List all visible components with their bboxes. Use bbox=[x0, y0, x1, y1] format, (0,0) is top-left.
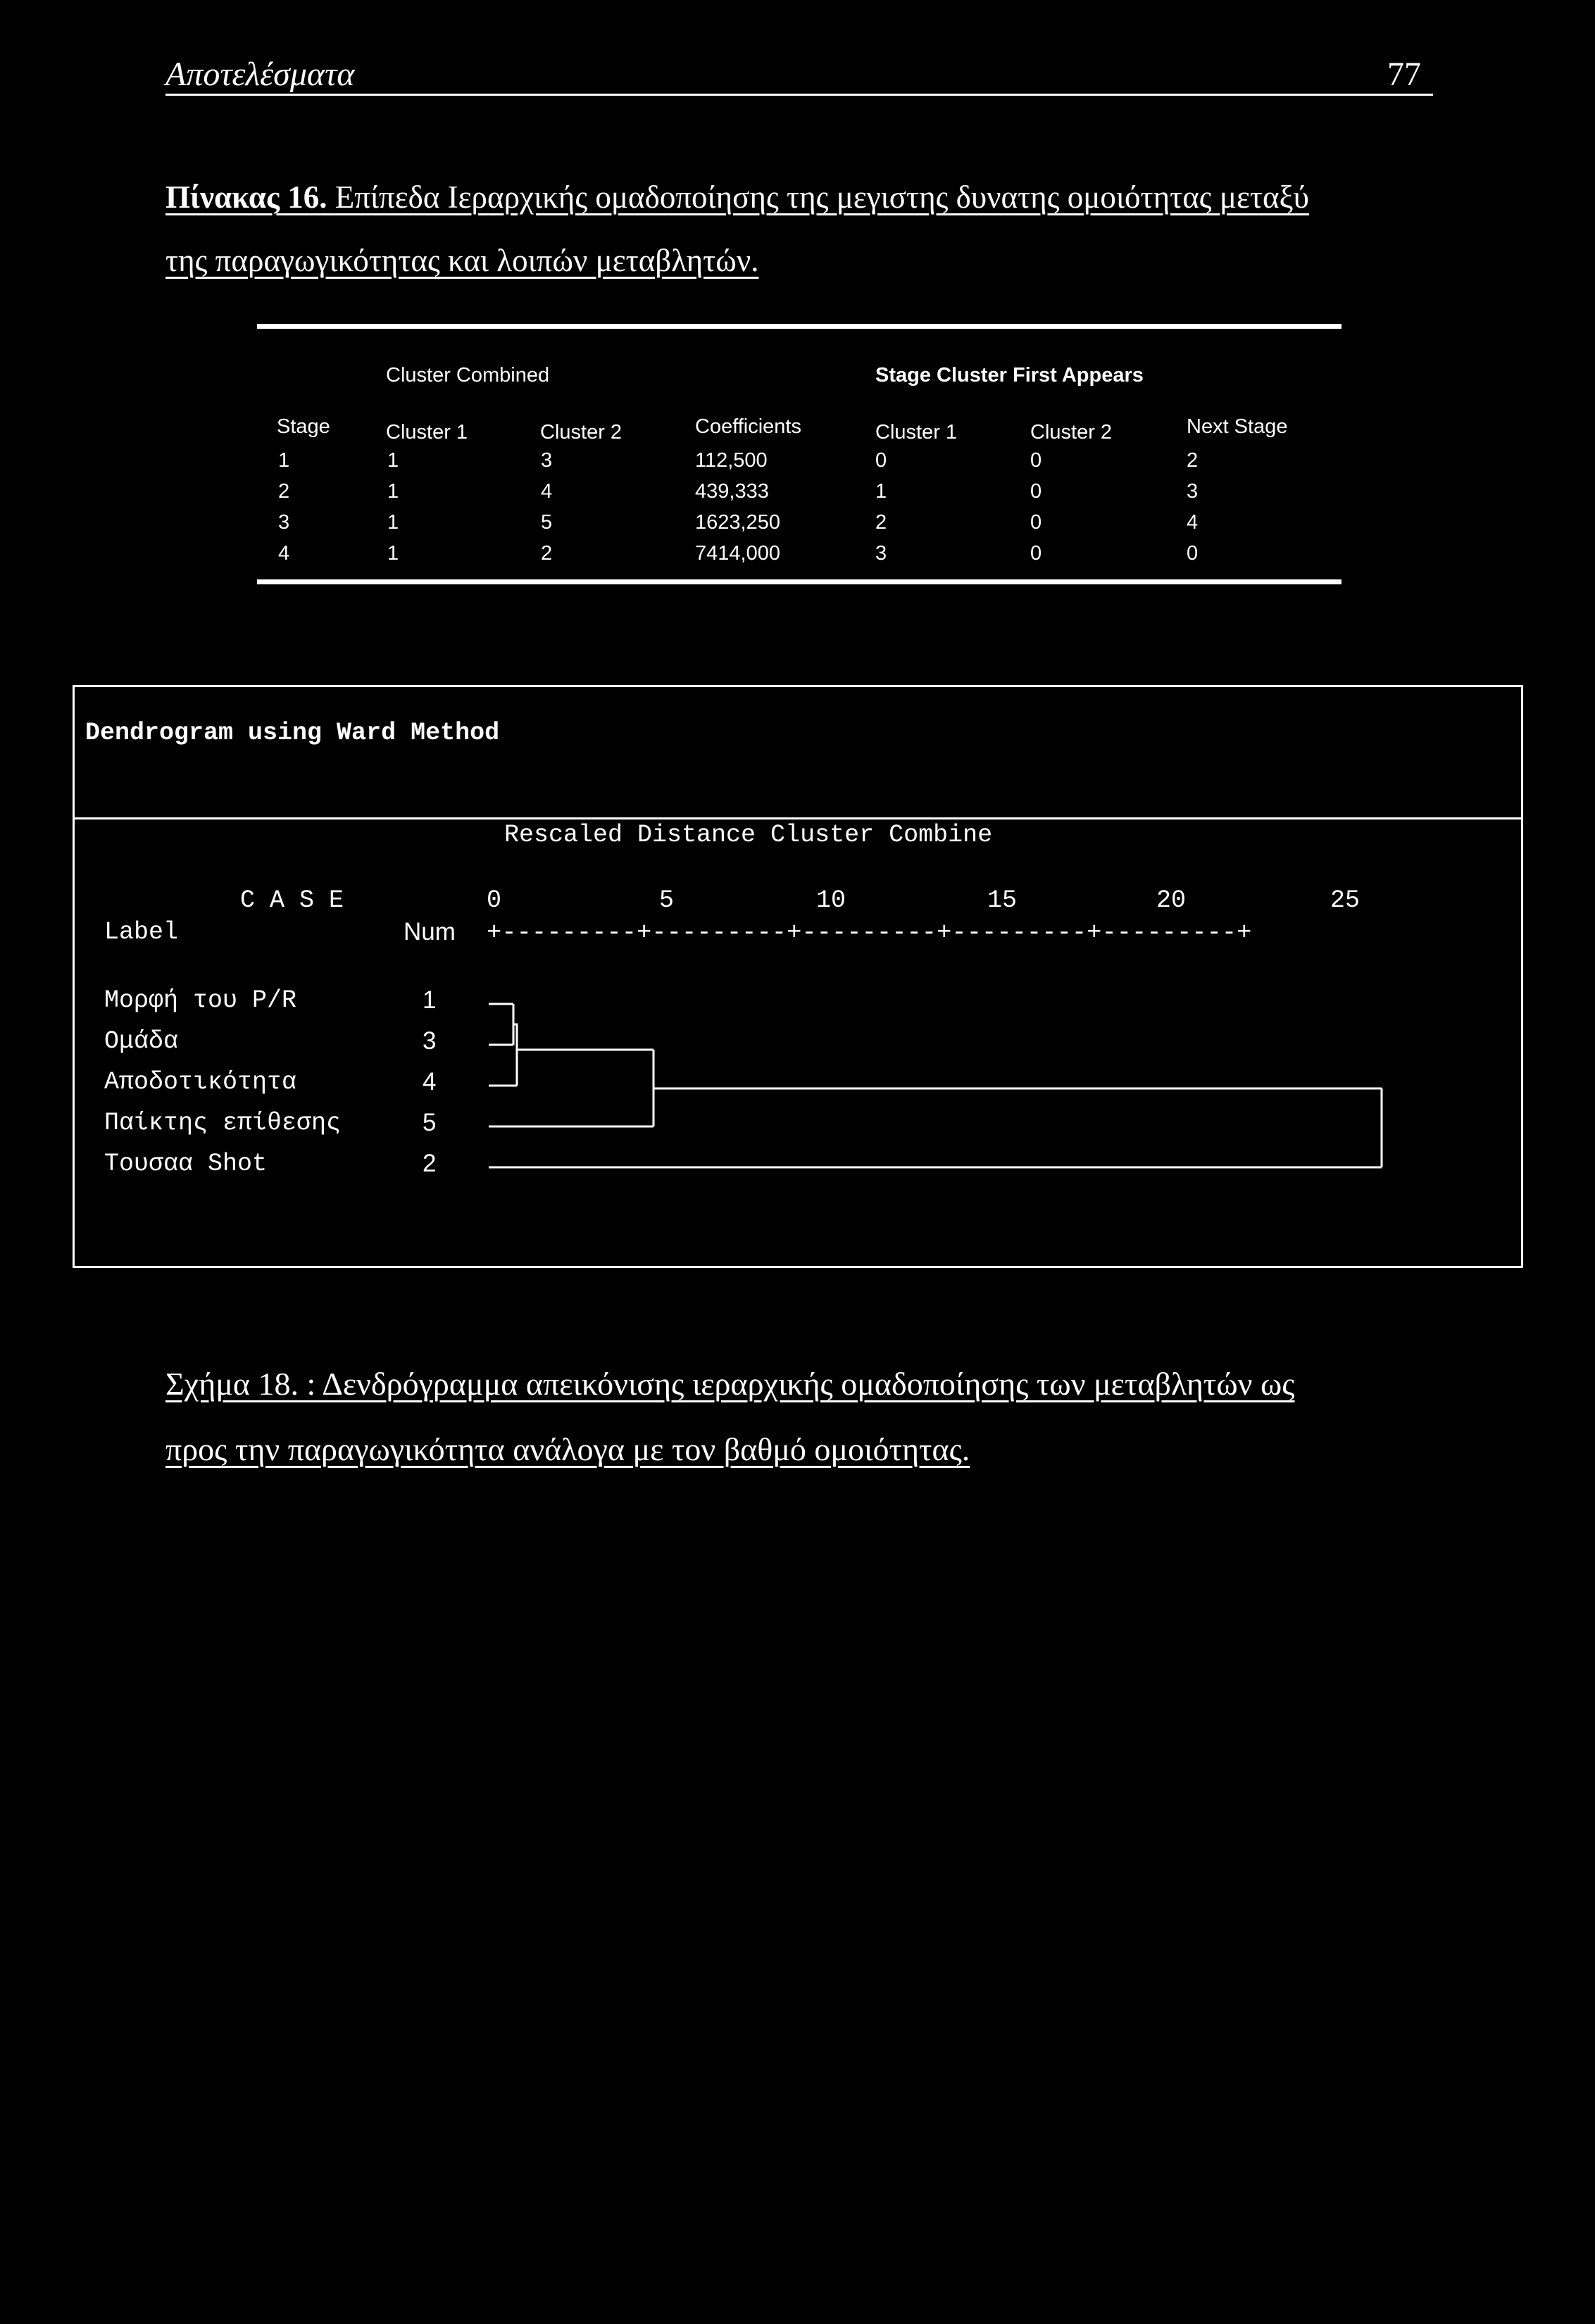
col-header-cluster2: Cluster 2 bbox=[540, 421, 623, 444]
dendrogram-title: Dendrogram using Ward Method bbox=[85, 719, 500, 747]
table-cell: 1 bbox=[387, 480, 399, 503]
table-cell: 0 bbox=[1030, 511, 1042, 534]
table-cell: 0 bbox=[1030, 480, 1042, 503]
page-number: 77 bbox=[1387, 56, 1421, 93]
case-header: C A S E bbox=[240, 886, 344, 915]
table-cell: 1 bbox=[387, 542, 399, 565]
dendrogram-tree bbox=[75, 687, 1521, 1266]
col-header-next-stage: Next Stage bbox=[1187, 415, 1288, 438]
table-cell: 2 bbox=[541, 542, 553, 565]
figure-caption-label: Σχήμα 18. bbox=[165, 1366, 299, 1402]
col-header-first-cluster1: Cluster 1 bbox=[875, 421, 958, 444]
table-cell: 439,333 bbox=[695, 480, 769, 503]
table-caption-label: Πίνακας 16. bbox=[165, 180, 327, 215]
table-top-rule bbox=[257, 324, 1341, 329]
tick-label: 15 bbox=[987, 886, 1018, 915]
table-cell: 3 bbox=[1187, 480, 1199, 503]
table-cell: 0 bbox=[1030, 542, 1042, 565]
table-cell: 2 bbox=[1187, 449, 1199, 472]
figure-caption-text1: : Δενδρόγραμμα απεικόνισης ιεραρχικής ομαδοποίησης των μεταβλητών ως bbox=[299, 1366, 1295, 1402]
case-num: 5 bbox=[423, 1109, 437, 1136]
table-cell: 1 bbox=[875, 480, 887, 503]
table-cell: 4 bbox=[278, 542, 290, 565]
table-cell: 0 bbox=[1030, 449, 1042, 472]
col-header-coefficients: Coefficients bbox=[695, 415, 801, 438]
dendrogram-panel bbox=[73, 685, 1523, 1268]
table-bottom-rule bbox=[257, 579, 1341, 584]
agglomeration-table bbox=[257, 324, 1341, 591]
table-cell: 1 bbox=[387, 511, 399, 534]
tick-label: 5 bbox=[659, 886, 675, 915]
label-header: Label bbox=[104, 918, 179, 946]
table-cell: 5 bbox=[541, 511, 553, 534]
case-label: Μορφή του P/R bbox=[104, 986, 297, 1015]
case-label: Ομάδα bbox=[104, 1027, 179, 1055]
case-num: 3 bbox=[423, 1027, 437, 1055]
table-cell: 4 bbox=[541, 480, 553, 503]
group-header-stage-first-appears: Stage Cluster First Appears bbox=[875, 364, 1144, 387]
case-label: Τουσαα Shot bbox=[104, 1150, 268, 1178]
tick-label: 20 bbox=[1156, 886, 1187, 915]
header-rule bbox=[165, 94, 1433, 96]
col-header-first-cluster2: Cluster 2 bbox=[1030, 421, 1113, 444]
table-cell: 3 bbox=[278, 511, 290, 534]
table-cell: 4 bbox=[1187, 511, 1199, 534]
table-cell: 0 bbox=[875, 449, 887, 472]
table-cell: 7414,000 bbox=[695, 542, 780, 565]
case-num: 2 bbox=[423, 1150, 437, 1177]
table-cell: 1 bbox=[278, 449, 290, 472]
figure-caption-line2: προς την παραγωγικότητα ανάλογα με τον βαθμό ομοιότητας. bbox=[165, 1431, 970, 1467]
tick-ruler: +---------+---------+---------+---------+---------+ bbox=[487, 918, 1252, 947]
tick-label: 25 bbox=[1330, 886, 1361, 915]
table-cell: 0 bbox=[1187, 542, 1199, 565]
case-num: 4 bbox=[423, 1068, 437, 1095]
case-label: Αποδοτικότητα bbox=[104, 1068, 297, 1096]
table-cell: 3 bbox=[875, 542, 887, 565]
table-cell: 2 bbox=[875, 511, 887, 534]
table-caption-text1: Επίπεδα Ιεραρχικής ομαδοποίησης της μεγιστης δυνατης ομοιότητας μεταξύ bbox=[334, 180, 1309, 215]
table-cell: 112,500 bbox=[695, 449, 768, 472]
case-label: Παίκτης επίθεσης bbox=[104, 1109, 342, 1137]
table-caption-line1 bbox=[165, 175, 1440, 220]
col-header-cluster1: Cluster 1 bbox=[386, 421, 468, 444]
case-num: 1 bbox=[423, 986, 437, 1014]
group-header-cluster-combined: Cluster Combined bbox=[386, 364, 550, 387]
page-header-title: Αποτελέσματα bbox=[165, 56, 355, 93]
figure-caption-line1 bbox=[165, 1362, 1294, 1406]
tick-label: 0 bbox=[487, 886, 502, 915]
num-header: Num bbox=[404, 918, 456, 946]
scale-title: Rescaled Distance Cluster Combine bbox=[504, 821, 993, 849]
table-cell: 2 bbox=[278, 480, 290, 503]
tick-label: 10 bbox=[816, 886, 846, 915]
col-header-stage: Stage bbox=[277, 415, 330, 438]
table-cell: 1 bbox=[387, 449, 399, 472]
table-cell: 1623,250 bbox=[695, 511, 780, 534]
table-caption-line2: της παραγωγικότητας και λοιπών μεταβλητών. bbox=[165, 243, 759, 278]
table-cell: 3 bbox=[541, 449, 553, 472]
